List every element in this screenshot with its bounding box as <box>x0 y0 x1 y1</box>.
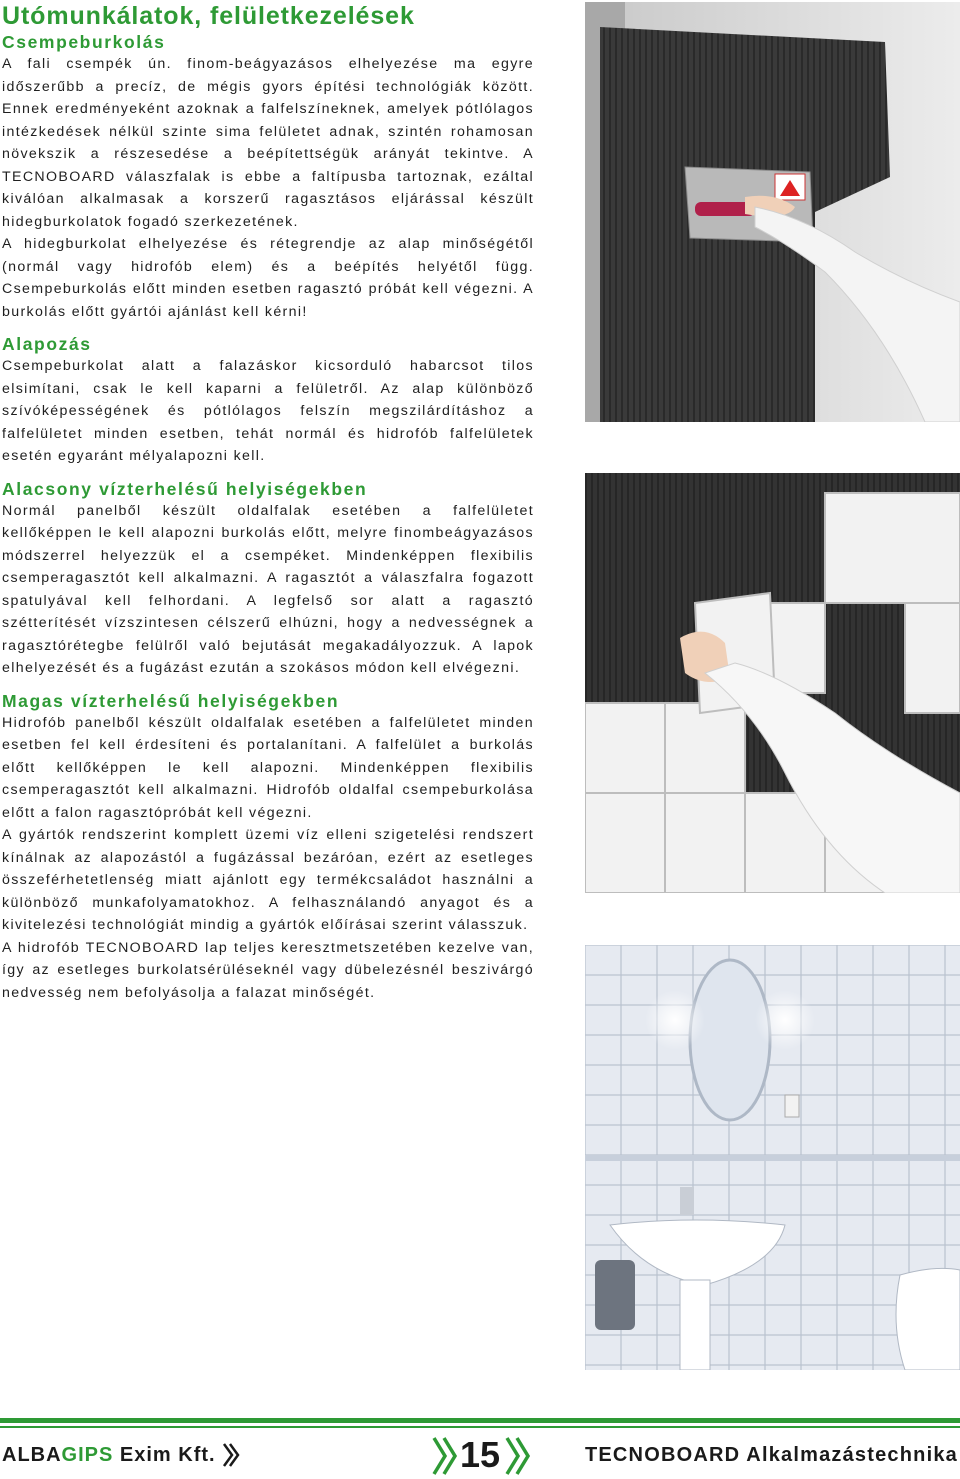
footer-rule-thin <box>0 1426 960 1428</box>
paragraph-csempeburkolas-1: A fali csempék ún. finom-beágyazásos elhelyezése ma egyre időszerűbb a precíz, de mégis gyors építési technológiák között. Ennek eredményeként azoknak a falfelszíneknek, amelyek pótlólagos intézkedések nélkül szinte sima felületet adnak, szintén rohamosan növekszik a részesedése a beépítettségük arányát tekintve. A TECNOBOARD válaszfalak is ebbe a faltípusba tartoznak, ezáltal kiválóan alkalmasak a korszerű ragasztásos eljárással készült hidegburkolatok fogadó szerkezetének. <box>2 56 534 230</box>
paragraph-alacsony-1: Normál panelből készült oldalfalak esetében a falfelületet kellőképpen le kell alapozni burkolás előtt, melyre finombeágyazásos módszerrel helyezzük el a csempéket. Mindenképpen flexibilis csemperagasztót kell alkalmazni. A ragasztót a válaszfalra fogazott spatulyával kell felhordani. A legfelső sor alatt a ragasztó szétterítését vízszintesen célszerű elhúzni, hogy a nedvességnek a ragasztórétegbe felülről való bejutását megakadályozzuk. A lapok elhelyezését és a fugázást ezután a szokásos módon kell elvégezni. <box>2 502 534 676</box>
section-heading-magas: Magas vízterhelésű helyiségekben <box>2 690 340 711</box>
paragraph-alapozas-1: Csempeburkolat alatt a falazáskor kicsorduló habarcsot tilos elsimítani, csak le kell kaparni a felületről. Az alap különböző szívóképességének és pótlólagos felszín megszilárdításhoz a falfelületet minden esetben, tehát normál és hidrofób falfelületek esetén egyaránt mélyalapozni kell. <box>2 358 534 464</box>
chevron-right-icon <box>222 1442 240 1468</box>
company-alba: ALBA <box>2 1444 62 1466</box>
chevron-right-icon <box>432 1436 460 1476</box>
chevron-right-icon <box>505 1436 533 1476</box>
photo-trowel-adhesive <box>585 2 960 422</box>
main-text-column <box>2 0 534 1004</box>
paragraph-magas-3: A hidrofób TECNOBOARD lap teljes keresztmetszetében kezelve van, így az esetleges burkolatsérüléseknél vagy dübelezésnél beszivárgó nedvesség nem befolyásolja a falazat minőségét. <box>2 939 534 1001</box>
footer-rule-thick <box>0 1418 960 1423</box>
paragraph-magas-2: A gyártók rendszerint komplett üzemi víz elleni szigetelési rendszert kínálnak az alapozástól a fugázással bezáróan, ezért az esetleges összeférhetetlenség miatt ajánlott egy termékcsaládot használni a különböző munkafolyamatokhoz. A felhasználandó anyagot és a kivitelezési technológiát mindig a gyártók előírásai szerint válasszuk. <box>2 827 534 933</box>
company-gips: GIPS <box>61 1444 114 1466</box>
section-heading-alacsony: Alacsony vízterhelésű helyiségekben <box>2 478 368 499</box>
photo-placing-tiles <box>585 473 960 893</box>
photo-bathroom <box>585 945 960 1370</box>
company-exim: Exim Kft. <box>113 1444 216 1466</box>
section-heading-csempeburkolas: Csempeburkolás <box>2 32 166 52</box>
section-heading-alapozas: Alapozás <box>2 334 92 354</box>
paragraph-csempeburkolas-2: A hidegburkolat elhelyezése és rétegrendje az alap minőségétől (normál vagy hidrofób elem) és a beépítés helyétől függ. Csempeburkolás előtt minden esetben ragasztó próbát kell végezni. A burkolás előtt gyártói ajánlást kell kérni! <box>2 236 534 320</box>
paragraph-magas-1: Hidrofób panelből készült oldalfalak esetében a falfelületet minden esetben fel kell érdesíteni és portalanítani. A falfelület a burkolás előtt kellőképpen le kell alapozni. Mindenképpen flexibilis csemperagasztót kell alkalmazni. Hidrofób oldalfal csempeburkolása előtt a falon ragasztópróbát kell végezni. <box>2 714 534 821</box>
footer-product-title: TECNOBOARD Alkalmazástechnika <box>584 1444 958 1466</box>
page-title: Utómunkálatok, felületkezelések <box>2 2 415 30</box>
footer-company <box>2 1444 216 1467</box>
page-number: 15 <box>460 1434 501 1475</box>
